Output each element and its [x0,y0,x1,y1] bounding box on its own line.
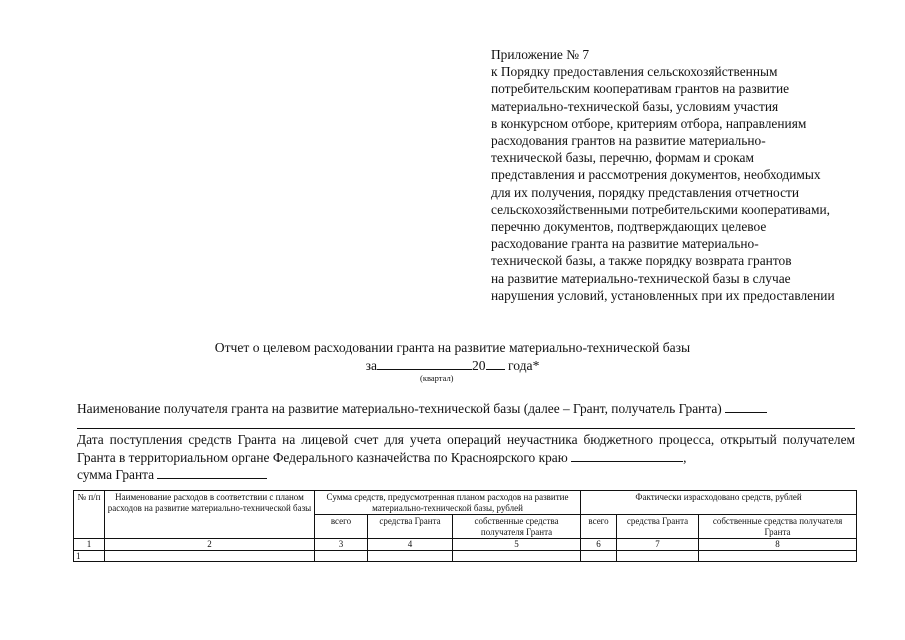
annex-line: к Порядку предоставления сельскохозяйственным [491,64,778,80]
row-number: 1 [74,550,105,562]
annex-line: нарушения условий, установленных при их предоставлении [491,287,835,303]
header-planned-total: всего [315,515,368,539]
annex-line: в конкурсном отборе, критериям отбора, направлениям [491,115,807,131]
recipient-blank [725,400,767,413]
column-number: 5 [453,539,581,551]
header-planned-grant: средства Гранта [368,515,453,539]
annex-line: расходования грантов на развитие материально- [491,133,766,149]
recipient-label: Наименование получателя гранта на развитие материально-технической базы (далее – Грант, получатель Гранта) [77,401,722,416]
annex-line: расходование гранта на развитие материально- [491,236,759,252]
table-row [74,550,857,562]
annex-line: на развитие материально-технической базы в случае [491,270,791,286]
period-prefix: за [365,358,377,373]
annex-heading [491,46,886,304]
receipt-date-blank [571,449,683,462]
annex-line: материально-технической базы, условиям участия [491,98,779,114]
header-planned-group: Сумма средств, предусмотренная планом расходов на развитие материально-технической базы, рублей [315,491,581,515]
annex-line: технической базы, а также порядку возврата грантов [491,253,792,269]
annex-line: для их получения, порядку представления отчетности [491,184,800,200]
column-number: 3 [315,539,368,551]
table-column-numbers-row [74,539,857,551]
recipient-rule [77,428,855,429]
period-year: 20 [472,358,486,373]
expenditure-table [73,490,857,562]
annex-line: потребительским кооперативам грантов на развитие [491,81,790,97]
header-actual-grant: средства Гранта [617,515,699,539]
report-period [0,357,905,374]
receipt-end: , [683,449,687,465]
column-number: 6 [581,539,617,551]
annex-line: перечню документов, подтверждающих целевое [491,219,767,235]
quarter-label: (квартал) [420,373,454,383]
year-blank [486,357,505,370]
table-cell [581,550,617,562]
sum-label: сумма Гранта [77,467,155,482]
header-actual-total: всего [581,515,617,539]
quarter-blank [377,357,472,370]
header-planned-own: собственные средства получателя Гранта [453,515,581,539]
table-cell [699,550,857,562]
column-number: 2 [105,539,315,551]
header-no: № п/п [74,491,105,539]
table-cell [368,550,453,562]
header-actual-own: собственные средства получателя Гранта [699,515,857,539]
annex-line: сельскохозяйственными потребительскими кооперативами, [491,201,830,217]
table-cell [617,550,699,562]
table-cell [105,550,315,562]
header-expense-name: Наименование расходов в соответствии с планом расходов на развитие материально-технической базы [105,491,315,539]
column-number: 7 [617,539,699,551]
receipt-paragraph [77,432,855,484]
report-title: Отчет о целевом расходовании гранта на развитие материально-технической базы [214,340,691,355]
receipt-text: Дата поступления средств Гранта на лицевой счет для учета операций неучастника бюджетного процесса, открытый получателем Гранта в территориальном органе Федерального казначейства по Красноярского краю [77,432,855,465]
annex-line: технической базы, перечню, формам и срокам [491,150,754,166]
table-cell [315,550,368,562]
table-cell [453,550,581,562]
header-actual-group: Фактически израсходовано средств, рублей [581,491,857,515]
annex-line: Приложение № 7 [491,47,590,62]
table-header-row [74,491,857,515]
annex-line: представления и рассмотрения документов, необходимых [491,167,821,183]
column-number: 4 [368,539,453,551]
recipient-line [77,400,857,417]
period-suffix: года* [508,358,540,373]
column-number: 1 [74,539,105,551]
sum-blank [157,466,267,479]
column-number: 8 [699,539,857,551]
